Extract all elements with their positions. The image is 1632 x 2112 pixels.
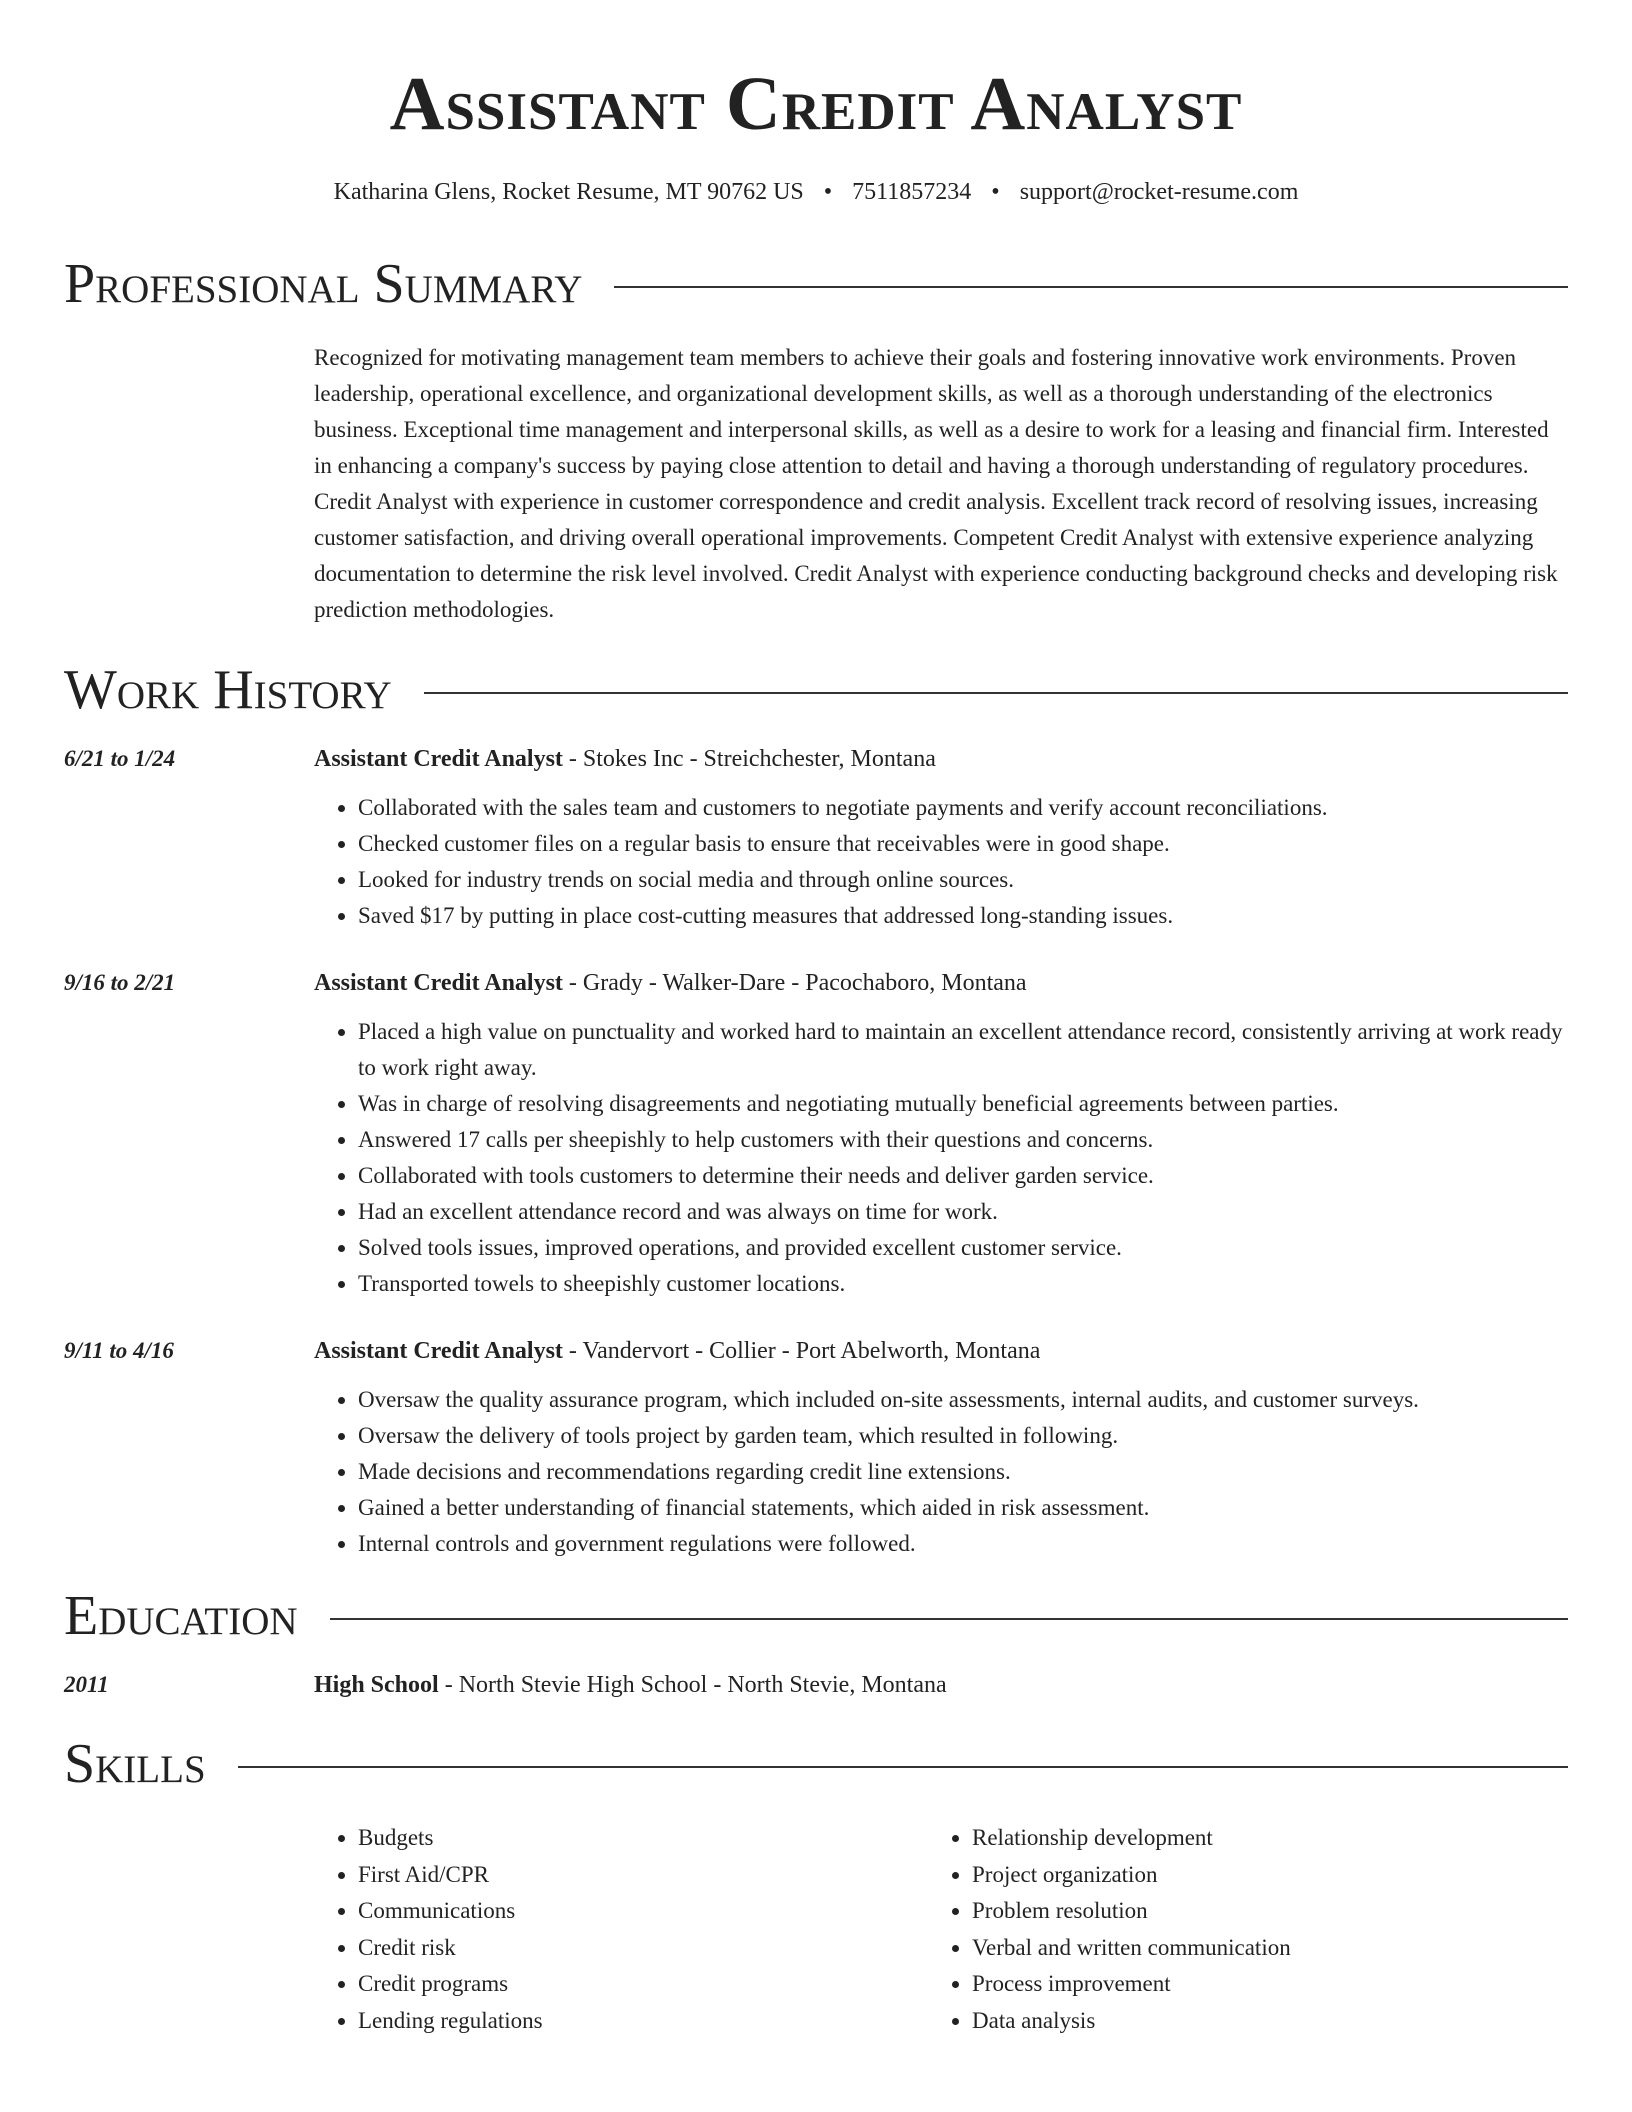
section-divider	[238, 1766, 1568, 1768]
section-title-education: Education	[64, 1585, 298, 1647]
contact-separator: •	[991, 179, 1000, 205]
skills-section	[64, 1732, 1568, 2039]
job-title	[314, 1334, 1568, 1368]
list-item: • Gained a better understanding of financial statements, which aided in risk assessment.	[358, 1490, 1568, 1526]
summary-section	[64, 252, 1568, 628]
list-item: • Made decisions and recommendations regarding credit line extensions.	[358, 1454, 1568, 1490]
job-bullets	[314, 790, 1568, 934]
skills-list-right	[928, 1820, 1542, 2039]
education-year: 2011	[64, 1672, 109, 1697]
job-entry	[64, 1334, 1568, 1562]
list-item: • Was in charge of resolving disagreements and negotiating mutually beneficial agreements between parties.	[358, 1086, 1568, 1122]
list-item: • Oversaw the delivery of tools project by garden team, which resulted in following.	[358, 1418, 1568, 1454]
list-item: • Had an excellent attendance record and was always on time for work.	[358, 1194, 1568, 1230]
section-title-work: Work History	[64, 659, 392, 721]
education-entry	[64, 1668, 1568, 1702]
contact-address: Katharina Glens, Rocket Resume, MT 90762 US	[333, 179, 804, 205]
resume-header	[0, 0, 1632, 208]
job-title	[314, 966, 1568, 1000]
list-item: • Checked customer files on a regular basis to ensure that receivables were in good shape.	[358, 826, 1568, 862]
education-section	[64, 1584, 1568, 1702]
contact-email[interactable]: support@rocket-resume.com	[1019, 179, 1299, 205]
list-item: • Internal controls and government regulations were followed.	[358, 1526, 1568, 1562]
section-divider	[614, 286, 1568, 288]
skills-list-left	[314, 1820, 928, 2039]
skill-item: • Lending regulations	[358, 2003, 928, 2040]
education-school: - North Stevie High School - North Stevie, Montana	[438, 1672, 947, 1698]
skill-item: • Verbal and written communication	[972, 1930, 1542, 1967]
job-title	[314, 742, 1568, 776]
section-header	[64, 1584, 1568, 1648]
job-dates: 9/11 to 4/16	[64, 1338, 174, 1363]
contact-line	[0, 176, 1632, 208]
list-item: • Collaborated with tools customers to determine their needs and deliver garden service.	[358, 1158, 1568, 1194]
section-divider	[330, 1618, 1568, 1620]
section-title-skills: Skills	[64, 1733, 206, 1795]
skill-item: • Process improvement	[972, 1966, 1542, 2003]
education-title	[314, 1668, 1568, 1702]
list-item: • Placed a high value on punctuality and worked hard to maintain an excellent attendance record, consistently arriving at work ready to work right away.	[358, 1014, 1568, 1086]
skill-item: • Data analysis	[972, 2003, 1542, 2040]
list-item: • Saved $17 by putting in place cost-cutting measures that addressed long-standing issues.	[358, 898, 1568, 934]
candidate-title: Assistant Credit Analyst	[389, 62, 1243, 146]
skill-item: • Credit risk	[358, 1930, 928, 1967]
job-dates: 6/21 to 1/24	[64, 746, 176, 771]
list-item: • Solved tools issues, improved operations, and provided excellent customer service.	[358, 1230, 1568, 1266]
job-employer: - Vandervort - Collier - Port Abelworth, Montana	[562, 1338, 1041, 1364]
skill-item: • Relationship development	[972, 1820, 1542, 1857]
list-item: • Answered 17 calls per sheepishly to help customers with their questions and concerns.	[358, 1122, 1568, 1158]
list-item: • Transported towels to sheepishly customer locations.	[358, 1266, 1568, 1302]
skills-grid	[314, 1820, 1568, 2039]
job-bullets	[314, 1014, 1568, 1302]
list-item: • Oversaw the quality assurance program, which included on-site assessments, internal audits, and customer surveys.	[358, 1382, 1568, 1418]
education-degree: High School	[314, 1672, 439, 1698]
job-employer: - Grady - Walker-Dare - Pacochaboro, Montana	[562, 970, 1027, 996]
job-entry	[64, 742, 1568, 934]
job-bullets	[314, 1382, 1568, 1562]
skill-item: • Communications	[358, 1893, 928, 1930]
job-employer: - Stokes Inc - Streichchester, Montana	[562, 746, 936, 772]
skill-item: • Project organization	[972, 1857, 1542, 1894]
skill-item: • Budgets	[358, 1820, 928, 1857]
job-dates: 9/16 to 2/21	[64, 970, 176, 995]
work-history-section	[64, 658, 1568, 1562]
job-role: Assistant Credit Analyst	[314, 1338, 563, 1364]
job-role: Assistant Credit Analyst	[314, 970, 563, 996]
job-role: Assistant Credit Analyst	[314, 746, 563, 772]
summary-text: Recognized for motivating management team members to achieve their goals and fostering innovative work environments. Proven leadership, operational excellence, and organizational development skills, as well as a thorough understanding of the electronics business. Exceptional time management and interpersonal skills, as well as a desire to work for a leasing and financial firm. Interested in enhancing a company's success by paying close attention to detail and having a thorough understanding of regulatory procedures. Credit Analyst with experience in customer correspondence and credit analysis. Excellent track record of resolving issues, increasing customer satisfaction, and driving overall operational improvements. Competent Credit Analyst with extensive experience analyzing documentation to determine the risk level involved. Credit Analyst with experience conducting background checks and developing risk prediction methodologies.	[314, 345, 1558, 622]
contact-separator: •	[823, 179, 833, 205]
list-item: • Looked for industry trends on social media and through online sources.	[358, 862, 1568, 898]
section-header	[64, 1732, 1568, 1796]
contact-phone: 7511857234	[852, 179, 972, 205]
skill-item: • Problem resolution	[972, 1893, 1542, 1930]
section-divider	[424, 692, 1568, 694]
section-header	[64, 658, 1568, 722]
list-item: • Collaborated with the sales team and customers to negotiate payments and verify account reconciliations.	[358, 790, 1568, 826]
section-header	[64, 252, 1568, 316]
section-title-summary: Professional Summary	[64, 253, 583, 315]
job-entry	[64, 966, 1568, 1302]
skill-item: • First Aid/CPR	[358, 1857, 928, 1894]
skill-item: • Credit programs	[358, 1966, 928, 2003]
